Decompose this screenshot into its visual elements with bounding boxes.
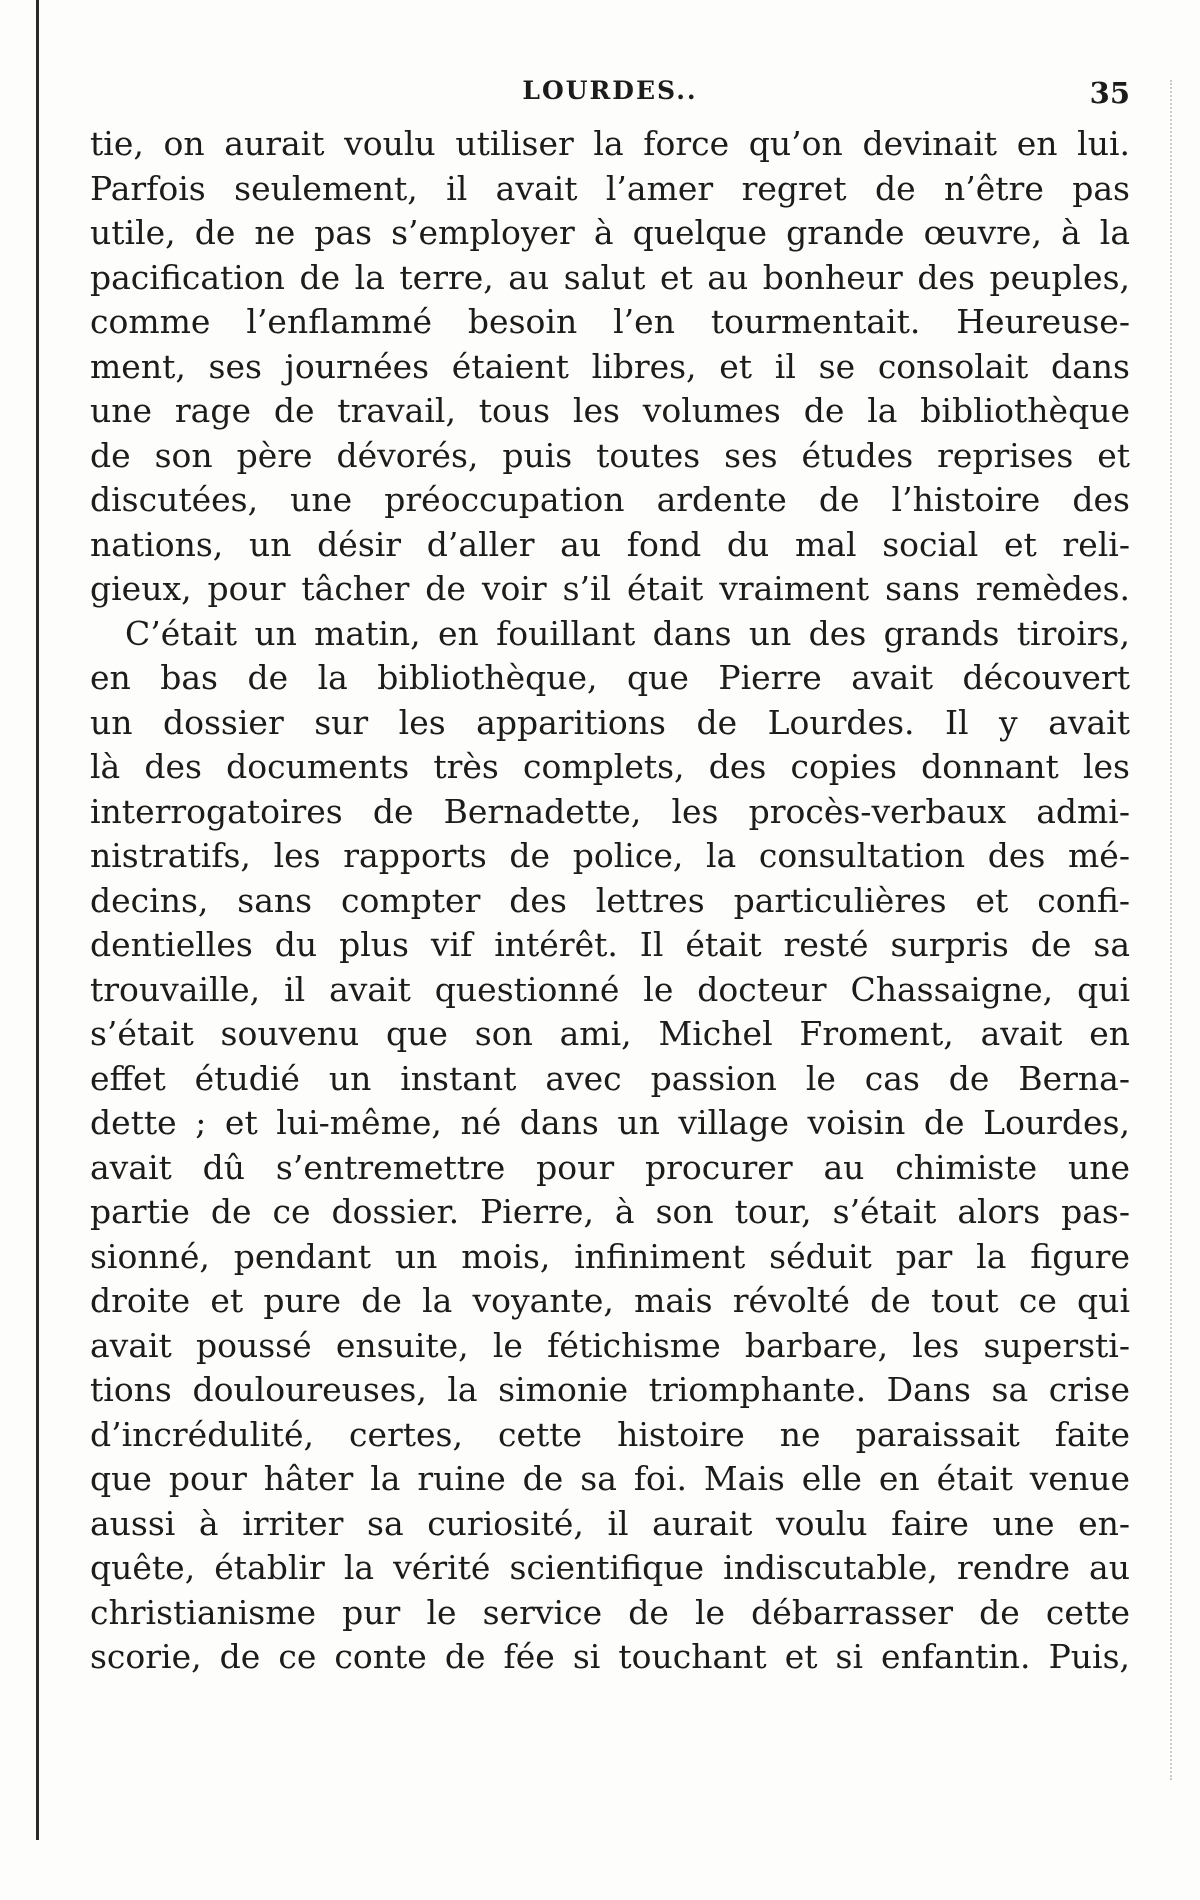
text-line: quête, établir la vérité scientifique indiscutable, rendre au <box>90 1548 1130 1587</box>
text-line: comme l’enflammé besoin l’en tourmentait. Heureuse- <box>90 302 1130 341</box>
text-line: tie, on aurait voulu utiliser la force qu’on devinait en lui. <box>90 124 1130 163</box>
text-line: Parfois seulement, il avait l’amer regret de n’être pas <box>90 168 1130 208</box>
paragraph-start-line: C’était un matin, en fouillant dans un des grands tiroirs, <box>125 613 1130 653</box>
text-line: là des documents très complets, des copies donnant les <box>90 747 1130 786</box>
text-line: nistratifs, les rapports de police, la consultation des mé- <box>90 836 1130 875</box>
text-line: de son père dévorés, puis toutes ses études reprises et <box>90 435 1130 475</box>
text-line: nations, un désir d’aller au fond du mal social et reli- <box>90 524 1130 564</box>
text-line: decins, sans compter des lettres particulières et confi- <box>90 880 1130 920</box>
text-line: sionné, pendant un mois, infiniment séduit par la figure <box>90 1236 1130 1276</box>
text-line: discutées, une préoccupation ardente de l’histoire des <box>90 480 1130 519</box>
text-line: christianisme pur le service de le débarrasser de cette <box>90 1592 1130 1632</box>
text-line: d’incrédulité, certes, cette histoire ne paraissait faite <box>90 1414 1130 1454</box>
text-line: s’était souvenu que son ami, Michel Froment, avait en <box>90 1014 1130 1053</box>
text-line: un dossier sur les apparitions de Lourdes. Il y avait <box>90 702 1130 742</box>
text-line: trouvaille, il avait questionné le docteur Chassaigne, qui <box>90 969 1130 1009</box>
text-line: scorie, de ce conte de fée si touchant et si enfantin. Puis, <box>90 1637 1130 1676</box>
text-line: aussi à irriter sa curiosité, il aurait voulu faire une en- <box>90 1503 1130 1543</box>
paragraph-end-line: gieux, pour tâcher de voir s’il était vraiment sans remèdes. <box>90 569 1130 608</box>
running-head <box>90 70 1130 110</box>
text-line: effet étudié un instant avec passion le cas de Berna- <box>90 1058 1130 1098</box>
body-text <box>90 122 1130 1680</box>
text-line: tions douloureuses, la simonie triomphante. Dans sa crise <box>90 1370 1130 1409</box>
text-line: dentielles du plus vif intérêt. Il était resté surpris de sa <box>90 925 1130 964</box>
page-number: 35 <box>1089 76 1130 110</box>
text-line: avait poussé ensuite, le fétichisme barbare, les supersti- <box>90 1325 1130 1365</box>
text-line: pacification de la terre, au salut et au bonheur des peuples, <box>90 257 1130 297</box>
binding-edge <box>36 0 39 1840</box>
text-line: en bas de la bibliothèque, que Pierre avait découvert <box>90 658 1130 697</box>
running-title: LOURDES.. <box>522 76 698 105</box>
text-line: avait dû s’entremettre pour procurer au chimiste une <box>90 1147 1130 1187</box>
page-edge-shadow <box>1170 80 1174 1780</box>
text-line: droite et pure de la voyante, mais révolté de tout ce qui <box>90 1281 1130 1320</box>
text-line: ment, ses journées étaient libres, et il se consolait dans <box>90 346 1130 386</box>
text-line: une rage de travail, tous les volumes de la bibliothèque <box>90 391 1130 430</box>
text-line: partie de ce dossier. Pierre, à son tour, s’était alors pas- <box>90 1192 1130 1231</box>
text-line: interrogatoires de Bernadette, les procès-verbaux admi- <box>90 791 1130 831</box>
text-line: que pour hâter la ruine de sa foi. Mais elle en était venue <box>90 1459 1130 1498</box>
text-line: dette ; et lui-même, né dans un village voisin de Lourdes, <box>90 1103 1130 1142</box>
text-line: utile, de ne pas s’employer à quelque grande œuvre, à la <box>90 213 1130 252</box>
